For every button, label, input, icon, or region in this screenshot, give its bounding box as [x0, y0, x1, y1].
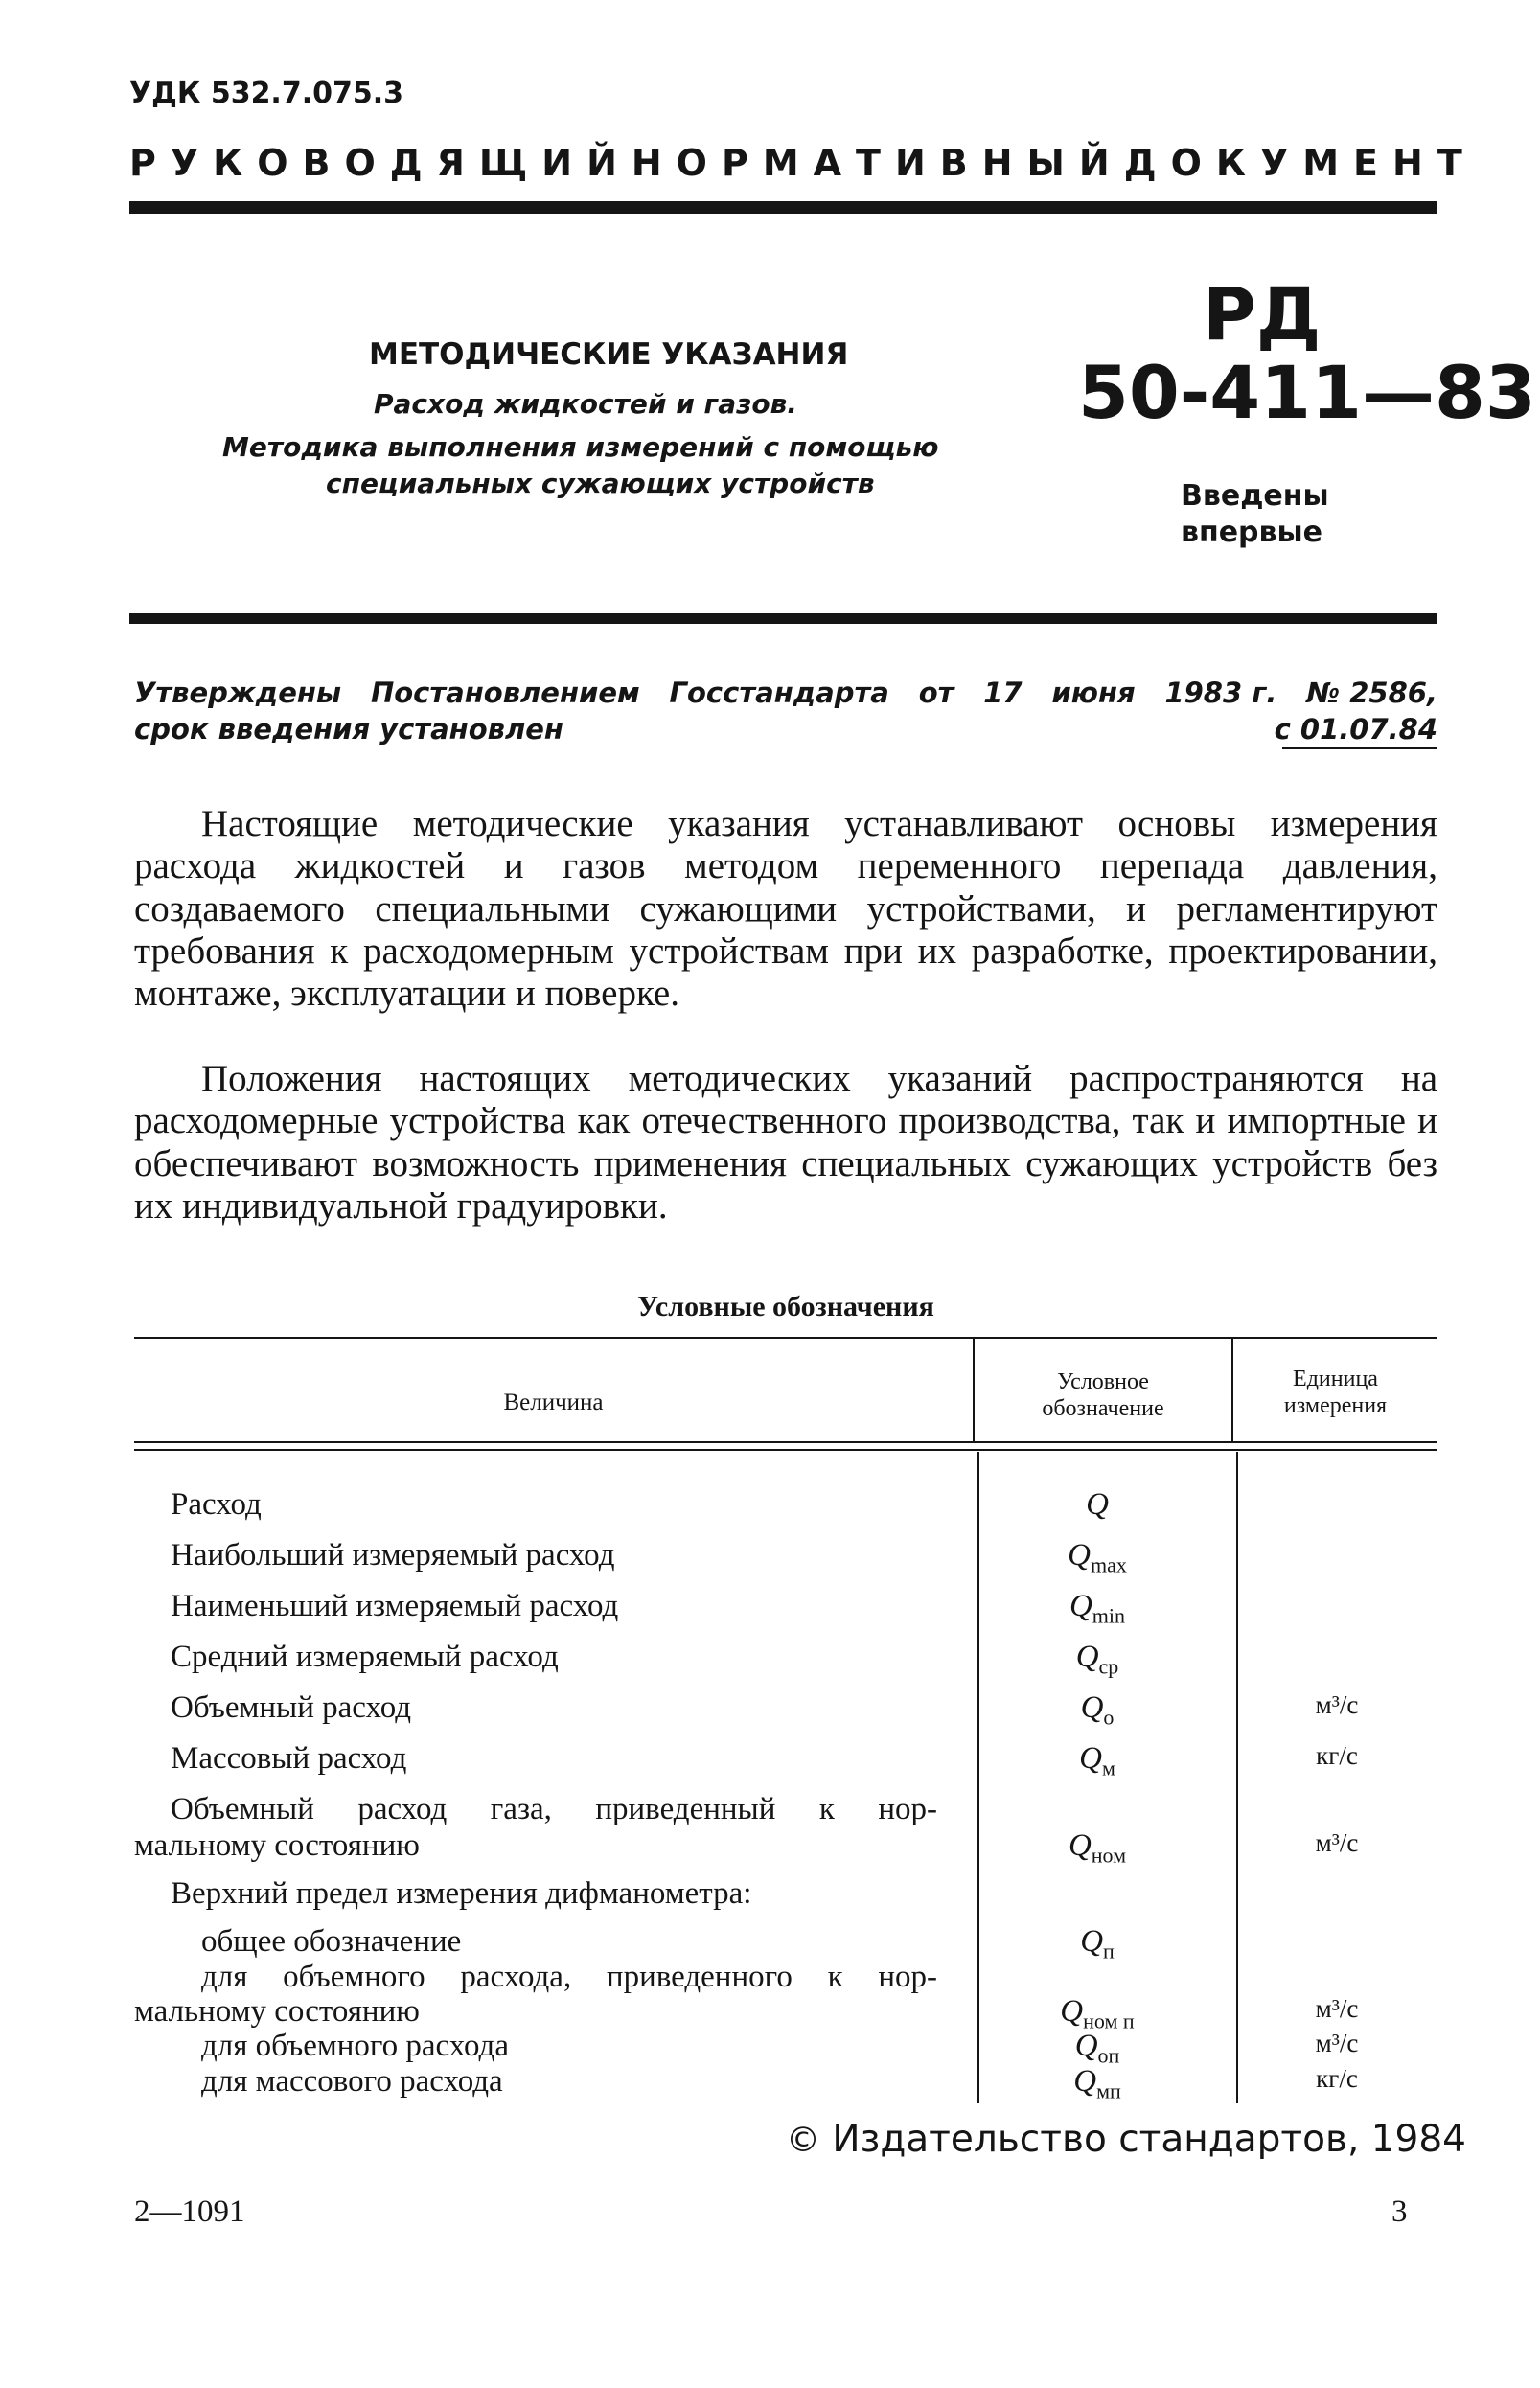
- udk-code: УДК 532.7.075.3: [129, 77, 403, 110]
- body-paragraph-2: Положения настоящих методических указаний распространяются на расходомерные устройства как отечественного производства, так и импортные и обеспечивают возможность применения специальных сужающих устройств без их индивидуальной градуировки.: [134, 1058, 1437, 1227]
- approval-word: от: [918, 677, 954, 709]
- row-symbol: $Q_{ср}$: [1075, 1640, 1119, 1679]
- table-row: [0, 1690, 1540, 1729]
- row-unit: м³/с: [1315, 2029, 1359, 2057]
- document-subtitle-line-2: Методика выполнения измерений с помощью: [222, 431, 939, 463]
- row-quantity-line-1: для объемного расхода, приведенного к нор-: [201, 1960, 937, 1994]
- row-quantity: Наибольший измеряемый расход: [171, 1538, 615, 1573]
- row-quantity: для массового расхода: [201, 2064, 503, 2099]
- copyright-icon: ©: [786, 2121, 820, 2160]
- row-quantity-line-2: мальному состоянию: [134, 1994, 420, 2029]
- approval-word: 1983 г.: [1164, 677, 1277, 709]
- row-symbol: $Q_{мп}$: [1073, 2064, 1121, 2103]
- row-symbol: $Q_{оп}$: [1074, 2029, 1120, 2068]
- table-header-quantity: Величина: [503, 1389, 604, 1415]
- approval-term-label: срок введения установлен: [134, 713, 563, 746]
- introduced-note-line-1: Введены: [1181, 479, 1329, 513]
- row-unit: кг/с: [1316, 2064, 1358, 2093]
- table-row: [0, 1487, 1540, 1526]
- table-row: [0, 2064, 1540, 2102]
- date-underline: [1282, 747, 1437, 749]
- approval-word: Госстандарта: [669, 677, 889, 709]
- table-row: [0, 1792, 1540, 1868]
- body-paragraph-1: Настоящие методические указания устанавливают основы измерения расхода жидкостей и газов методом переменного перепада давления, создаваемого специальными сужающими устройствами, и регламентируют требования к расходомерным устройствам при их разработке, проектировании, монтаже, эксплуатации и поверке.: [134, 803, 1437, 1015]
- table-header-symbol: [975, 1368, 1231, 1422]
- table-row: [0, 1960, 1540, 2033]
- approval-word: № 2586,: [1306, 677, 1437, 709]
- row-symbol: $Q_{max}$: [1068, 1538, 1127, 1577]
- document-number: 50-411—83: [1078, 350, 1536, 435]
- table-header-rule-2: [134, 1449, 1437, 1451]
- row-quantity-line-1: Объемный расход газа, приведенный к нор-: [171, 1792, 937, 1826]
- table-row: [0, 1741, 1540, 1780]
- document-subtitle-line-1: Расход жидкостей и газов.: [374, 388, 797, 420]
- row-quantity: Средний измеряемый расход: [171, 1640, 559, 1674]
- row-quantity: для объемного расхода: [201, 2029, 509, 2063]
- row-quantity: Верхний предел измерения дифманометра:: [171, 1876, 752, 1911]
- title-rule: [129, 613, 1437, 624]
- series-word-3: ДОКУМЕНТ: [1123, 142, 1477, 184]
- approval-line-1: [134, 677, 1437, 709]
- document-series: [129, 142, 1477, 184]
- table-header-unit: [1233, 1366, 1437, 1419]
- approval-word: Утверждены: [134, 677, 342, 709]
- table-row: [0, 1924, 1540, 1963]
- document-type: МЕТОДИЧЕСКИЕ УКАЗАНИЯ: [369, 337, 849, 372]
- row-unit: кг/с: [1316, 1741, 1358, 1770]
- approval-word: Постановлением: [370, 677, 640, 709]
- approval-line-2: [134, 713, 1437, 746]
- row-quantity: Наименьший измеряемый расход: [171, 1589, 619, 1623]
- series-word-1: РУКОВОДЯЩИЙ: [129, 142, 632, 184]
- row-symbol: $Q_{min}$: [1069, 1589, 1126, 1628]
- table-header-rule-1: [134, 1441, 1437, 1443]
- table-header-unit-line-1: Единица: [1293, 1366, 1378, 1391]
- row-quantity: Расход: [171, 1487, 262, 1522]
- row-symbol: $Q_п$: [1080, 1924, 1115, 1963]
- table-header-symbol-line-2: обозначение: [1042, 1396, 1164, 1421]
- row-symbol: $Q_{ном п}$: [1060, 1994, 1135, 2033]
- table-row: [0, 1589, 1540, 1627]
- series-word-2: НОРМАТИВНЫЙ: [631, 142, 1124, 184]
- row-quantity: Массовый расход: [171, 1741, 407, 1776]
- document-code: РД: [1203, 271, 1322, 356]
- row-symbol: $Q_{ном}$: [1068, 1828, 1127, 1868]
- row-unit: м³/с: [1315, 1994, 1359, 2023]
- row-symbol: $Q_м$: [1079, 1741, 1115, 1780]
- approval-term-date: с 01.07.84: [1274, 713, 1437, 746]
- table-header-symbol-line-1: Условное: [1057, 1369, 1149, 1394]
- table-header-unit-line-2: измерения: [1283, 1393, 1388, 1418]
- row-quantity-line-2: мальному состоянию: [134, 1828, 420, 1863]
- header-rule: [129, 201, 1437, 214]
- table-title: Условные обозначения: [637, 1291, 934, 1322]
- introduced-note-line-2: впервые: [1181, 516, 1322, 549]
- approval-word: 17: [983, 677, 1023, 709]
- row-quantity: Объемный расход: [171, 1690, 412, 1725]
- copyright-text: Издательство стандартов, 1984: [832, 2118, 1466, 2161]
- table-row: [0, 2029, 1540, 2067]
- table-row: [0, 1640, 1540, 1678]
- page-number: 3: [1391, 2194, 1408, 2229]
- row-unit: м³/с: [1315, 1828, 1359, 1857]
- row-symbol: Q: [1086, 1487, 1109, 1522]
- print-code: 2—1091: [134, 2194, 245, 2229]
- copyright: [786, 2118, 1466, 2161]
- table-row: [0, 1876, 1540, 1915]
- table-row: [0, 1538, 1540, 1576]
- row-unit: м³/с: [1315, 1690, 1359, 1719]
- table-top-rule: [134, 1337, 1437, 1339]
- row-symbol: $Q_о$: [1080, 1690, 1115, 1730]
- document-subtitle-line-3: специальных сужающих устройств: [326, 468, 875, 499]
- row-quantity: общее обозначение: [201, 1924, 462, 1959]
- approval-word: июня: [1051, 677, 1136, 709]
